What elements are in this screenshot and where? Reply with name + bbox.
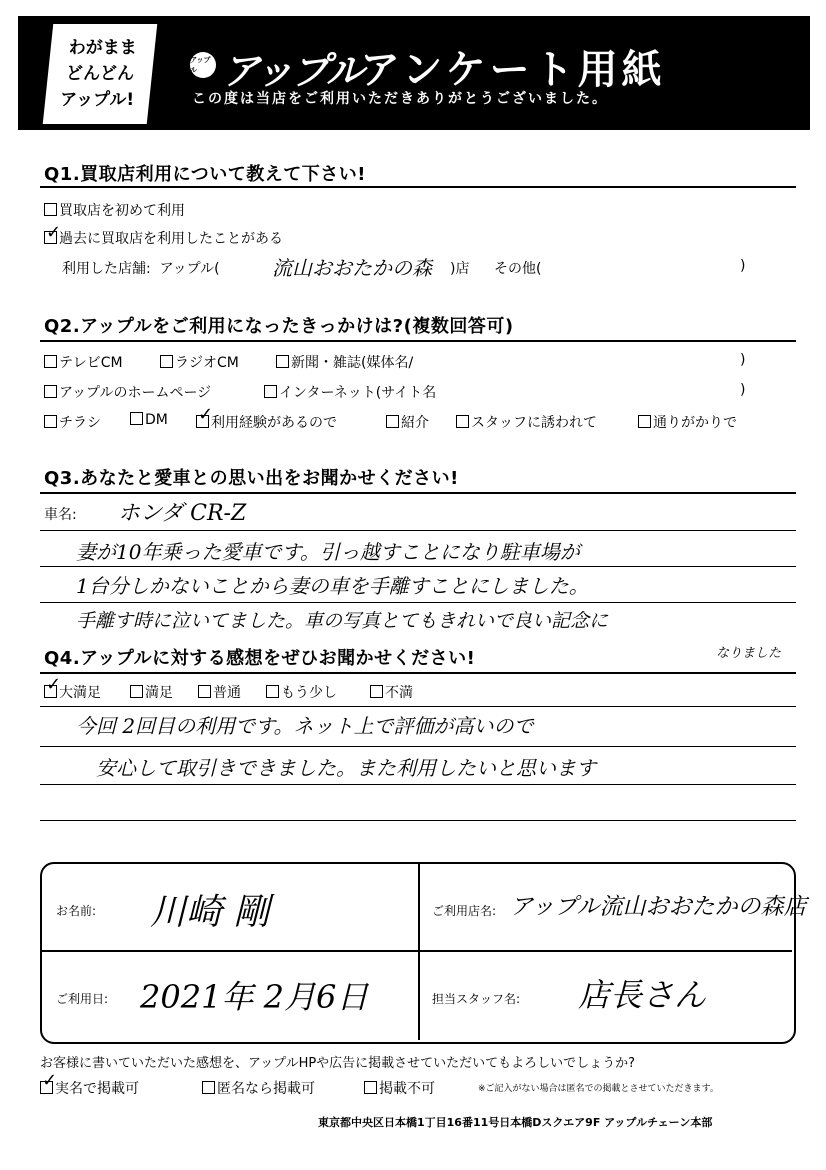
q3-car-label: 車名:: [44, 507, 77, 523]
answer-line: [40, 706, 796, 707]
brand-name: アップル: [222, 49, 362, 93]
q2-option[interactable]: ラジオCM: [160, 352, 239, 372]
store-label: ご利用店名:: [432, 904, 497, 918]
q1-store-value: 流山おおたかの森: [272, 256, 432, 280]
q2-option-checked[interactable]: 利用経験があるので: [196, 412, 337, 432]
q3-divider: [40, 492, 796, 494]
badge-line: わがまま: [68, 38, 137, 58]
q1-question: Q1.買取店利用について教えて下さい!: [44, 164, 367, 185]
q4-option[interactable]: 満足: [130, 682, 173, 702]
answer-line: [40, 784, 796, 785]
check-mark-icon: ✓: [46, 222, 62, 243]
answer-line: [40, 746, 796, 747]
staff-label: 担当スタッフ名:: [432, 992, 521, 1006]
q1-store-suffix: )店: [450, 261, 470, 277]
consent-note: ※ご記入がない場合は匿名での掲載とさせていただきます。: [478, 1084, 719, 1094]
q2-option[interactable]: 紹介: [386, 412, 429, 432]
q3-answer-line: 手離す時に泣いてました。車の写真とてもきれいで良い記念に: [76, 610, 609, 632]
q2-option[interactable]: 通りがかりで: [638, 412, 737, 432]
q4-answer-line: 安心して取引きできました。また利用したいと思います: [96, 756, 596, 780]
answer-line: [40, 602, 796, 603]
q4-answer-line: 今回 2回目の利用です。ネット上で評価が高いので: [76, 714, 534, 738]
date-value[interactable]: 2021年 2月6日: [140, 978, 369, 1016]
slogan-badge: [43, 24, 158, 124]
consent-option-checked[interactable]: 実名で掲載可: [40, 1078, 139, 1098]
q2-divider: [40, 340, 796, 342]
q2-option[interactable]: アップルのホームページ: [44, 382, 211, 402]
q2-option[interactable]: DM: [130, 412, 168, 428]
q1-divider: [40, 186, 796, 188]
q1-option-used-before[interactable]: 過去に買取店を利用したことがある: [44, 228, 283, 248]
q4-option[interactable]: 不満: [370, 682, 413, 702]
name-value[interactable]: 川崎 剛: [150, 892, 270, 933]
apple-logo-icon: アップル: [190, 52, 216, 78]
q4-option-checked[interactable]: 大満足: [44, 682, 101, 702]
footer-address: 東京都中央区日本橋1丁目16番11号日本橋Dスクエア9F アップルチェーン本部: [318, 1116, 713, 1129]
store-value[interactable]: アップル流山おおたかの森店: [510, 894, 807, 920]
q3-answer-line: なりました: [716, 646, 782, 661]
checkbox[interactable]: [44, 203, 57, 216]
q2-option[interactable]: テレビCM: [44, 352, 123, 372]
q4-question: Q4.アップルに対する感想をぜひお聞かせください!: [44, 648, 476, 669]
q3-car-value: ホンダ CR-Z: [118, 501, 247, 526]
q4-option[interactable]: もう少し: [266, 682, 337, 702]
consent-option[interactable]: 匿名なら掲載可: [202, 1078, 315, 1098]
frame-divider: [42, 950, 792, 952]
q2-row1-close: ): [740, 352, 746, 368]
q2-question: Q2.アップルをご利用になったきっかけは?(複数回答可): [44, 316, 514, 337]
answer-line: [40, 820, 796, 821]
check-mark-icon: ✓: [198, 404, 214, 425]
q3-answer-line: 妻が10年乗った愛車です。引っ越すことになり駐車場が: [76, 540, 580, 564]
q2-option[interactable]: チラシ: [44, 412, 101, 432]
q2-row2-close: ): [740, 382, 746, 398]
q3-question: Q3.あなたと愛車との思い出をお聞かせください!: [44, 468, 459, 489]
answer-line: [40, 566, 796, 567]
q2-option[interactable]: スタッフに誘われて: [456, 412, 597, 432]
page-title: アンケート用紙: [360, 47, 666, 93]
staff-value[interactable]: 店長さん: [578, 976, 707, 1014]
q4-divider: [40, 672, 796, 674]
name-label: お名前:: [56, 904, 97, 918]
q2-option[interactable]: インターネット(サイト名: [264, 382, 436, 402]
consent-option[interactable]: 掲載不可: [364, 1078, 435, 1098]
q2-option[interactable]: 新聞・雑誌(媒体名/: [276, 352, 413, 372]
badge-line: どんどん: [66, 64, 134, 84]
frame-divider: [418, 864, 420, 1040]
page-subtitle: この度は当店をご利用いただきありがとうございました。: [192, 91, 608, 107]
q4-option[interactable]: 普通: [198, 682, 241, 702]
consent-question: お客様に書いていただいた感想を、アップルHPや広告に掲載させていただいてもよろしいでしょうか?: [40, 1056, 636, 1071]
check-mark-icon: ✓: [46, 674, 62, 695]
q3-answer-line: 1台分しかないことから妻の車を手離すことにしました。: [76, 574, 589, 598]
badge-line: アップル!: [60, 90, 135, 110]
q1-option-first-time[interactable]: 買取店を初めて利用: [44, 200, 185, 220]
q1-other-close: ): [740, 258, 746, 274]
q1-store-row: 利用した店舗: アップル(: [62, 261, 220, 277]
q1-other-label: その他(: [494, 261, 542, 277]
answer-line: [40, 530, 796, 531]
check-mark-icon: ✓: [42, 1070, 58, 1091]
date-label: ご利用日:: [56, 992, 109, 1006]
